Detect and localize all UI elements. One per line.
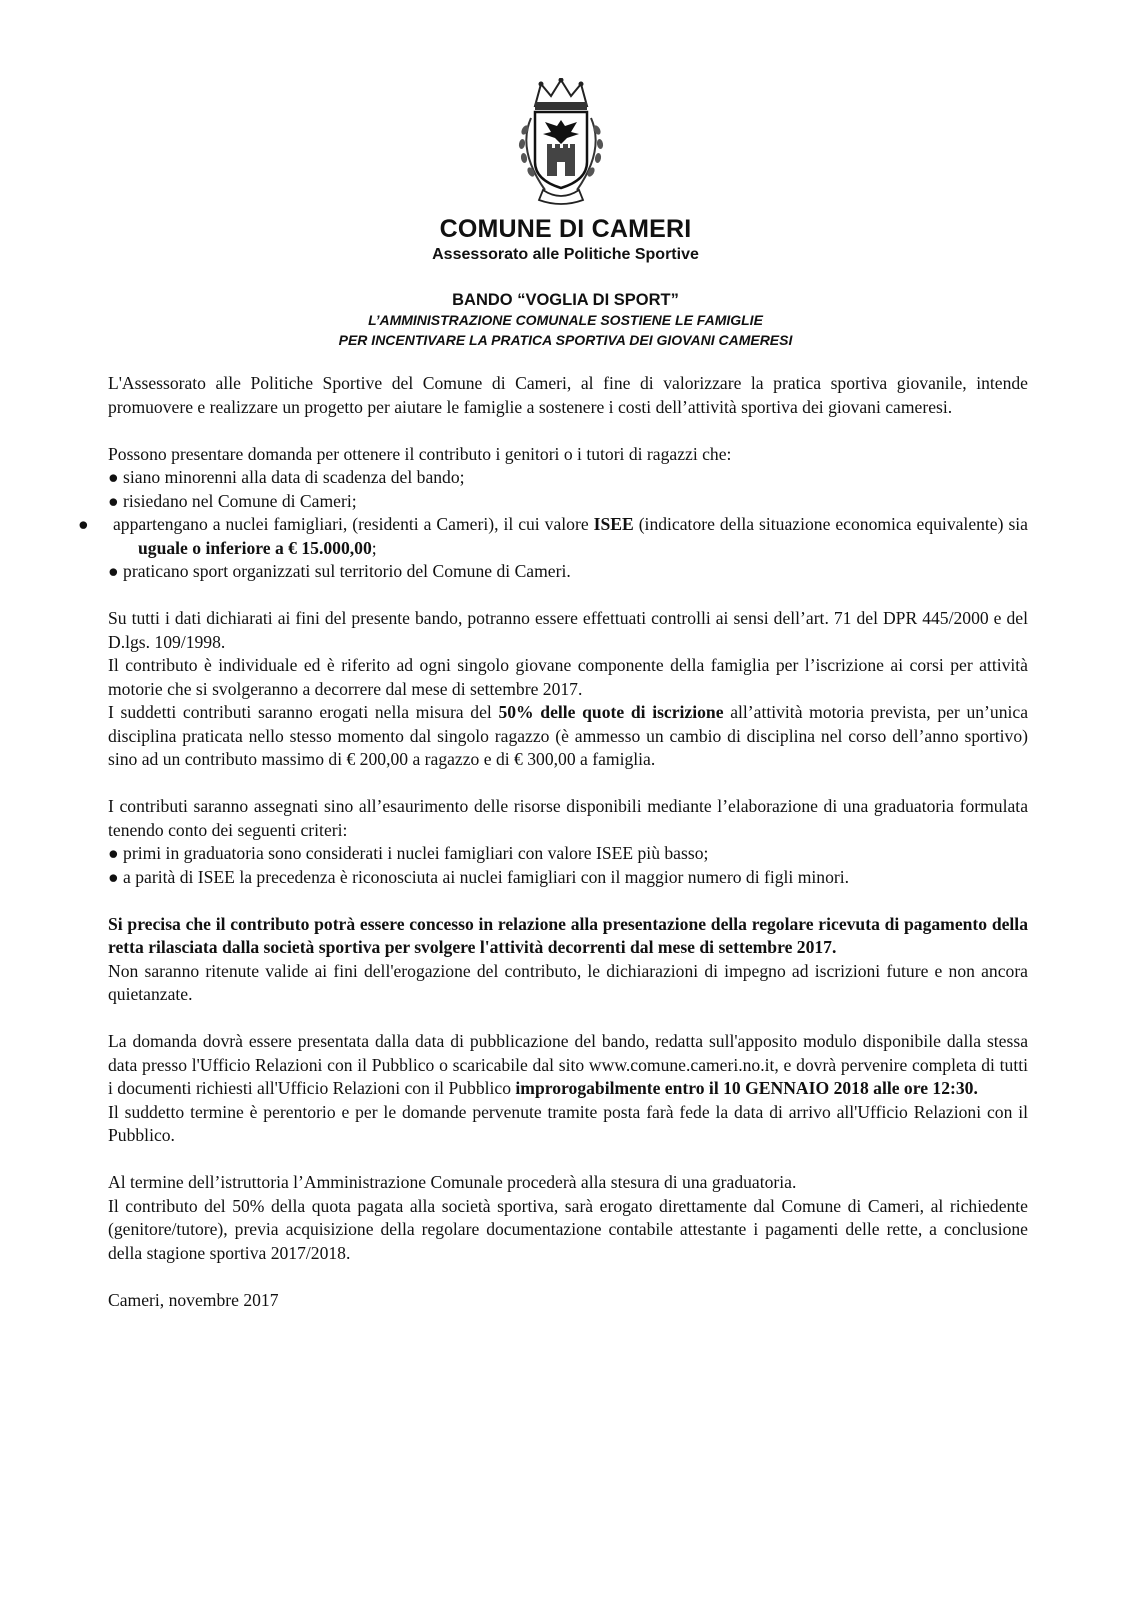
receipt-notice: Si precisa che il contributo potrà essere concesso in relazione alla presentazione della regolare ricevuta di pagamento della retta rilasciata dalla società sportiva per svolgere l'attività decorrenti dal mese di settembre 2017. — [108, 913, 1028, 957]
deadline-paragraph: Il suddetto termine è perentorio e per le domande pervenute tramite posta farà fede la data di arrivo all'Ufficio Relazioni con il Pubblico. — [108, 1101, 1028, 1145]
signature-line: Cameri, novembre 2017 — [108, 1289, 279, 1310]
eligibility-item: ● risiedano nel Comune di Cameri; — [108, 490, 1028, 514]
individual-paragraph: Il contributo è individuale ed è riferito ad ogni singolo giovane componente della famiglia per l’iscrizione ai corsi per attività motorie che si svolgeranno a decorrere dal mese di settembre 2017. — [108, 655, 1028, 699]
document-body — [78, 372, 1028, 1312]
receipt-exclusion: Non saranno ritenute valide ai fini dell'erogazione del contributo, le dichiarazioni di impegno ad iscrizioni future e non ancora quietanzate. — [108, 960, 1028, 1004]
bullet-marker: ● — [108, 843, 119, 863]
coat-of-arms-icon — [505, 78, 617, 206]
subtitle-line-2: PER INCENTIVARE LA PRATICA SPORTIVA DEI GIOVANI CAMERESI — [338, 332, 793, 348]
eligibility-item: ● siano minorenni alla data di scadenza del bando; — [108, 466, 1028, 490]
controls-paragraph: Su tutti i dati dichiarati ai fini del presente bando, potranno essere effettuati controlli ai sensi dell’art. 71 del DPR 445/2000 e del D.lgs. 109/1998. — [108, 608, 1028, 652]
ranking-lead: I contributi saranno assegnati sino all’esaurimento delle risorse disponibili mediante l’elaborazione di una graduatoria formulata tenendo conto dei seguenti criteri: — [108, 796, 1028, 840]
eligibility-item: ● praticano sport organizzati sul territorio del Comune di Cameri. — [108, 560, 1028, 584]
bullet-marker: ● — [108, 490, 119, 511]
amount-paragraph: I suddetti contributi saranno erogati nella misura del 50% delle quote di iscrizione all’attività motoria prevista, per un’unica disciplina praticata nello stesso momento dal singolo ragazzo (è ammesso un cambio di disciplina nel corso dell’anno sportivo) sino ad un contributo massimo di € 200,00 a ragazzo e di € 300,00 a famiglia. — [108, 702, 1028, 769]
closing-paragraph-1: Al termine dell’istruttoria l’Amministrazione Comunale procederà alla stesura di una graduatoria. — [108, 1172, 797, 1192]
closing-paragraph-2: Il contributo del 50% della quota pagata alla società sportiva, sarà erogato direttamente dal Comune di Cameri, al richiedente (genitore/tutore), previa acquisizione della regolare documentazione contabile attestante i pagamenti delle rette, a conclusione della stagione sportiva 2017/2018. — [108, 1195, 1028, 1263]
subtitle-line-1: L’AMMINISTRAZIONE COMUNALE SOSTIENE LE FAMIGLIE — [368, 312, 763, 328]
bando-title: BANDO “VOGLIA DI SPORT” — [452, 291, 679, 309]
application-paragraph: La domanda dovrà essere presentata dalla data di pubblicazione del bando, redatta sull'apposito modulo disponibile dalla stessa data presso l'Ufficio Relazioni con il Pubblico o scaricabile dal sito www.comune.cameri.no.it, e dovrà pervenire completa di tutti i documenti richiesti all'Ufficio Relazioni con il Pubblico improrogabilmente entro il 10 GENNAIO 2018 alle ore 12:30. — [108, 1031, 1028, 1098]
intro-paragraph: L'Assessorato alle Politiche Sportive del Comune di Cameri, al fine di valorizzare la pratica sportiva giovanile, intende promuovere e realizzare un progetto per aiutare le famiglie a sostenere i costi dell’attività sportiva dei giovani cameresi. — [108, 373, 1028, 417]
ranking-item: ● a parità di ISEE la precedenza è riconosciuta ai nuclei famigliari con il maggior numero di figli minori. — [108, 866, 1028, 890]
department-name: Assessorato alle Politiche Sportive — [432, 246, 699, 263]
ranking-item: ● primi in graduatoria sono considerati i nuclei famigliari con valore ISEE più basso; — [108, 842, 1028, 866]
bullet-marker: ● — [108, 561, 119, 581]
municipality-title: COMUNE DI CAMERI — [439, 215, 692, 243]
eligibility-lead: Possono presentare domanda per ottenere il contributo i genitori o i tutori di ragazzi che: — [108, 443, 732, 464]
bullet-marker: ● — [108, 866, 119, 887]
bullet-marker: ● — [108, 467, 119, 487]
eligibility-item: ● appartengano a nuclei famigliari, (residenti a Cameri), il cui valore ISEE (indicatore della situazione economica equivalente) sia uguale o inferiore a € 15.000,00; — [78, 514, 1028, 558]
